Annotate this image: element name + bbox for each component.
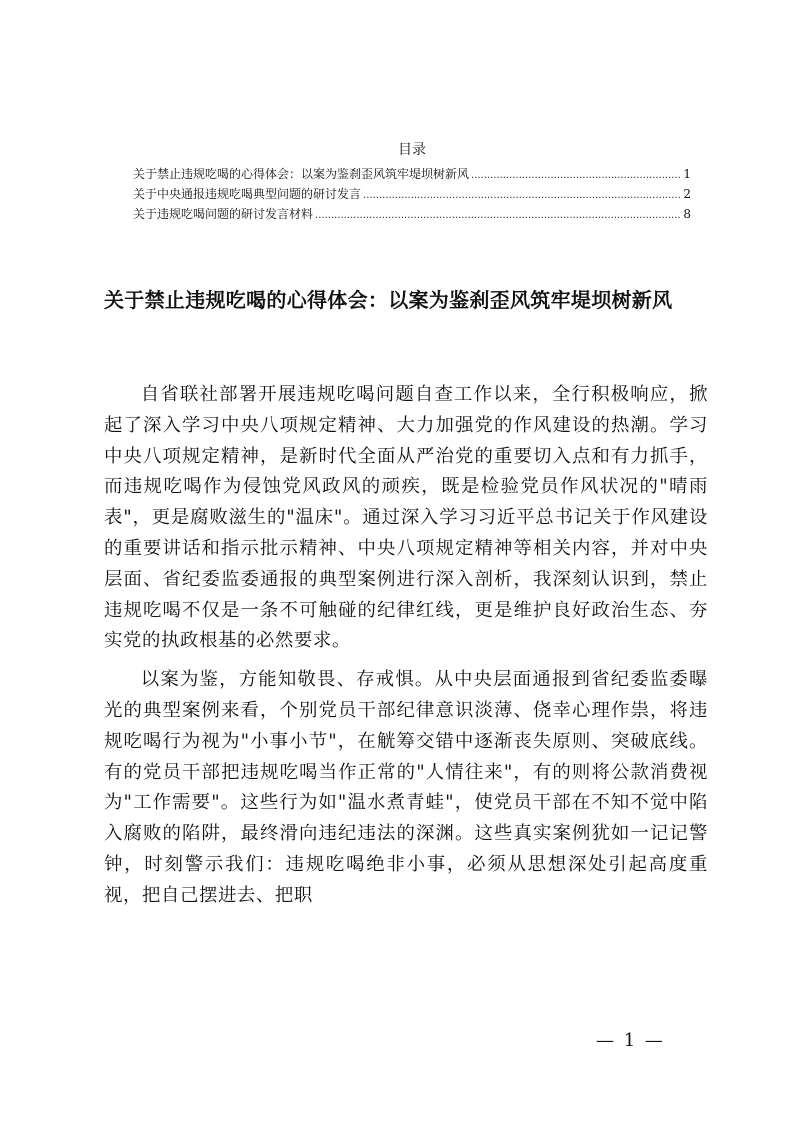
toc-entry[interactable] bbox=[133, 204, 691, 224]
document-title: 关于禁止违规吃喝的心得体会：以案为鉴刹歪风筑牢堤坝树新风 bbox=[104, 288, 673, 312]
toc-entry-page: 1 bbox=[683, 167, 691, 181]
toc-entry-page: 8 bbox=[683, 207, 691, 221]
toc-entry-page: 2 bbox=[683, 187, 691, 201]
document-body bbox=[104, 380, 708, 912]
toc-entry[interactable] bbox=[133, 184, 691, 204]
body-paragraph: 以案为鉴，方能知敬畏、存戒惧。从中央层面通报到省纪委监委曝光的典型案例来看，个别党员干部纪律意识淡薄、侥幸心理作祟，将违规吃喝行为视为"小事小节"，在觥筹交错中逐渐丧失原则、突破底线。有的党员干部把违规吃喝当作正常的"人情往来"，有的则将公款消费视为"工作需要"。这些行为如"温水煮青蛙"，使党员干部在不知不觉中陷入腐败的陷阱，最终滑向违纪违法的深渊。这些真实案例犹如一记记警钟，时刻警示我们：违规吃喝绝非小事，必须从思想深处引起高度重视，把自己摆进去、把职 bbox=[104, 669, 708, 906]
toc-entry[interactable] bbox=[133, 164, 691, 184]
toc-leader-dots bbox=[315, 204, 681, 226]
table-of-contents bbox=[133, 140, 691, 224]
toc-list bbox=[133, 164, 691, 224]
toc-leader-dots bbox=[363, 184, 681, 206]
body-paragraph: 自省联社部署开展违规吃喝问题自查工作以来，全行积极响应，掀起了深入学习中央八项规定精神、大力加强党的作风建设的热潮。学习中央八项规定精神，是新时代全面从严治党的重要切入点和有力抓手，而违规吃喝作为侵蚀党风政风的顽疾，既是检验党员作风状况的"晴雨表"，更是腐败滋生的"温床"。通过深入学习习近平总书记关于作风建设的重要讲话和指示批示精神、中央八项规定精神等相关内容，并对中央层面、省纪委监委通报的典型案例进行深入剖析，我深刻认识到，禁止违规吃喝不仅是一条不可触碰的纪律红线，更是维护良好政治生态、夯实党的执政根基的必然要求。 bbox=[104, 384, 708, 652]
toc-entry-text: 关于禁止违规吃喝的心得体会：以案为鉴刹歪风筑牢堤坝树新风 bbox=[133, 167, 470, 181]
toc-entry-text: 关于违规吃喝问题的研讨发言材料 bbox=[133, 207, 314, 221]
toc-entry-text: 关于中央通报违规吃喝典型问题的研讨发言 bbox=[133, 187, 362, 201]
toc-leader-dots bbox=[471, 164, 681, 186]
page-number: — 1 — bbox=[596, 1030, 665, 1051]
toc-title: 目录 bbox=[398, 142, 426, 158]
